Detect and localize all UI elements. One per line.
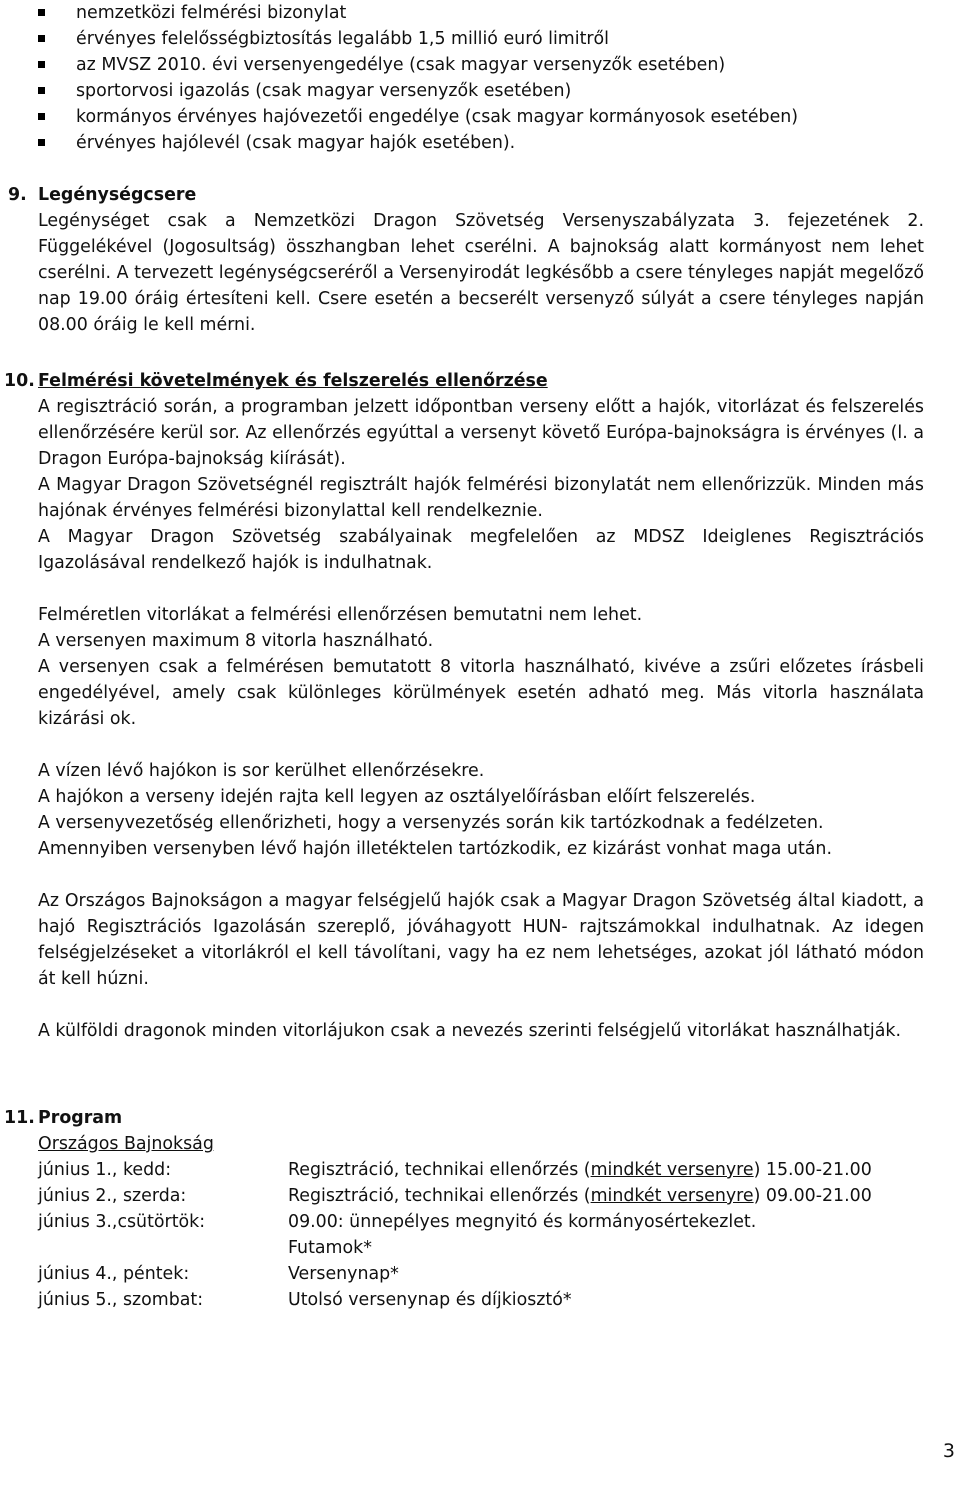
square-bullet-icon: [38, 35, 45, 42]
section-title: Legénységcsere: [38, 185, 197, 205]
table-row: [38, 1235, 872, 1261]
bullet-item: érvényes felelősségbiztosítás legalább 1,5 millió euró limitről: [38, 26, 938, 52]
schedule-event: Versenynap*: [288, 1264, 399, 1284]
section-paragraph: A versenyen csak a felmérésen bemutatott 8 vitorla használható, kivéve a zsűri előzetes írásbeli engedélyével, amely csak különleges körülmények esetén adható meg. Más vitorla használata kizárási ok.: [38, 657, 924, 729]
schedule-event: Regisztráció, technikai ellenőrzés (mindkét versenyre) 15.00-21.00: [288, 1160, 872, 1180]
schedule-event: Utolsó versenynap és díjkiosztó*: [288, 1290, 572, 1310]
schedule-event: 09.00: ünnepélyes megnyitó és kormányosértekezlet.: [288, 1212, 757, 1232]
square-bullet-icon: [38, 87, 45, 94]
square-bullet-icon: [38, 9, 45, 16]
square-bullet-icon: [38, 139, 45, 146]
program-subtitle: Országos Bajnokság: [38, 1134, 214, 1154]
section-title: Program: [38, 1108, 123, 1128]
section-paragraph: Az Országos Bajnokságon a magyar felségjelű hajók csak a Magyar Dragon Szövetség által kiadott, a hajó Regisztrációs Igazolásán szereplő, jóváhagyott HUN- rajtszámokkal indulhatnak. Az idegen felségjelzéseket a vitorlákról el kell távolítani, vagy ha ez nem lehetséges, azokat jól látható módon át kell húzni.: [38, 891, 924, 989]
page-number: 3: [942, 1440, 955, 1462]
schedule-date: [38, 1235, 288, 1261]
section-crew-change: [8, 182, 924, 338]
schedule-date: június 5., szombat:: [38, 1290, 204, 1310]
section-paragraph: A versenyvezetőség ellenőrizheti, hogy a versenyzés során kik tartózkodnak a fedélzeten.: [38, 813, 824, 833]
section-number: 11.: [4, 1108, 35, 1128]
section-paragraph: A külföldi dragonok minden vitorlájukon csak a nevezés szerinti felségjelű vitorlákat használhatják.: [38, 1021, 901, 1041]
bullet-item: érvényes hajólevél (csak magyar hajók esetében).: [38, 130, 938, 156]
table-row: [38, 1287, 872, 1313]
section-paragraph: A hajókon a verseny idején rajta kell legyen az osztályelőírásban előírt felszerelés.: [38, 787, 756, 807]
schedule-event: Regisztráció, technikai ellenőrzés (mindkét versenyre) 09.00-21.00: [288, 1186, 872, 1206]
section-paragraph: Legénységet csak a Nemzetközi Dragon Szövetség Versenyszabályzata 3. fejezetének 2. Függelékével (Jogosultság) összhangban lehet cserélni. A bajnokság alatt kormányost nem lehet cserélni. A tervezett legénységcseréről a Versenyirodát legkésőbb a csere tényleges napját megelőző nap 19.00 óráig értesíteni kell. Csere esetén a becserélt versenyző súlyát a csere tényleges napján 08.00 óráig le kell mérni.: [38, 211, 924, 335]
section-number: 10.: [4, 371, 35, 391]
table-row: [38, 1157, 872, 1183]
program-schedule-table: [38, 1157, 872, 1313]
section-measurement: [4, 368, 924, 1044]
requirements-bullet-list: [38, 0, 938, 156]
table-row: [38, 1183, 872, 1209]
section-paragraph: A vízen lévő hajókon is sor kerülhet ellenőrzésekre.: [38, 761, 485, 781]
square-bullet-icon: [38, 113, 45, 120]
section-heading: [4, 1105, 924, 1131]
schedule-date: június 2., szerda:: [38, 1186, 187, 1206]
table-row: [38, 1261, 872, 1287]
table-row: [38, 1209, 872, 1235]
section-paragraph: Felméretlen vitorlákat a felmérési ellenőrzésen bemutatni nem lehet.: [38, 605, 643, 625]
section-paragraph: A regisztráció során, a programban jelzett időpontban verseny előtt a hajók, vitorlázat és felszerelés ellenőrzésére kerül sor. Az ellenőrzés egyúttal a versenyt követő Európa-bajnokságra is érvényes (l. a Dragon Európa-bajnokság kiírását).: [38, 397, 924, 469]
schedule-date: június 3.,csütörtök:: [38, 1212, 206, 1232]
section-paragraph: A Magyar Dragon Szövetség szabályainak megfelelően az MDSZ Ideiglenes Regisztrációs Igazolásával rendelkező hajók is indulhatnak.: [38, 527, 924, 573]
section-heading: [8, 182, 924, 208]
bullet-item: sportorvosi igazolás (csak magyar versenyzők esetében): [38, 78, 938, 104]
section-paragraph: Amennyiben versenyben lévő hajón illetéktelen tartózkodik, ez kizárást vonhat maga után.: [38, 839, 832, 859]
square-bullet-icon: [38, 61, 45, 68]
section-title: Felmérési követelmények és felszerelés ellenőrzése: [38, 371, 548, 391]
schedule-event-underlined: mindkét versenyre: [590, 1186, 754, 1206]
bullet-item: kormányos érvényes hajóvezetői engedélye (csak magyar kormányosok esetében): [38, 104, 938, 130]
section-number: 9.: [8, 185, 27, 205]
section-paragraph: A Magyar Dragon Szövetségnél regisztrált hajók felmérési bizonylatát nem ellenőrizzük. Minden más hajónak érvényes felmérési bizonylattal kell rendelkeznie.: [38, 475, 924, 521]
bullet-item: az MVSZ 2010. évi versenyengedélye (csak magyar versenyzők esetében): [38, 52, 938, 78]
schedule-event-underlined: mindkét versenyre: [590, 1160, 754, 1180]
section-heading: [4, 368, 924, 394]
bullet-item: nemzetközi felmérési bizonylat: [38, 0, 938, 26]
section-paragraph: A versenyen maximum 8 vitorla használható.: [38, 631, 434, 651]
schedule-event: Futamok*: [288, 1238, 372, 1258]
schedule-date: június 4., péntek:: [38, 1264, 190, 1284]
section-program: [4, 1105, 924, 1313]
schedule-date: június 1., kedd:: [38, 1160, 172, 1180]
